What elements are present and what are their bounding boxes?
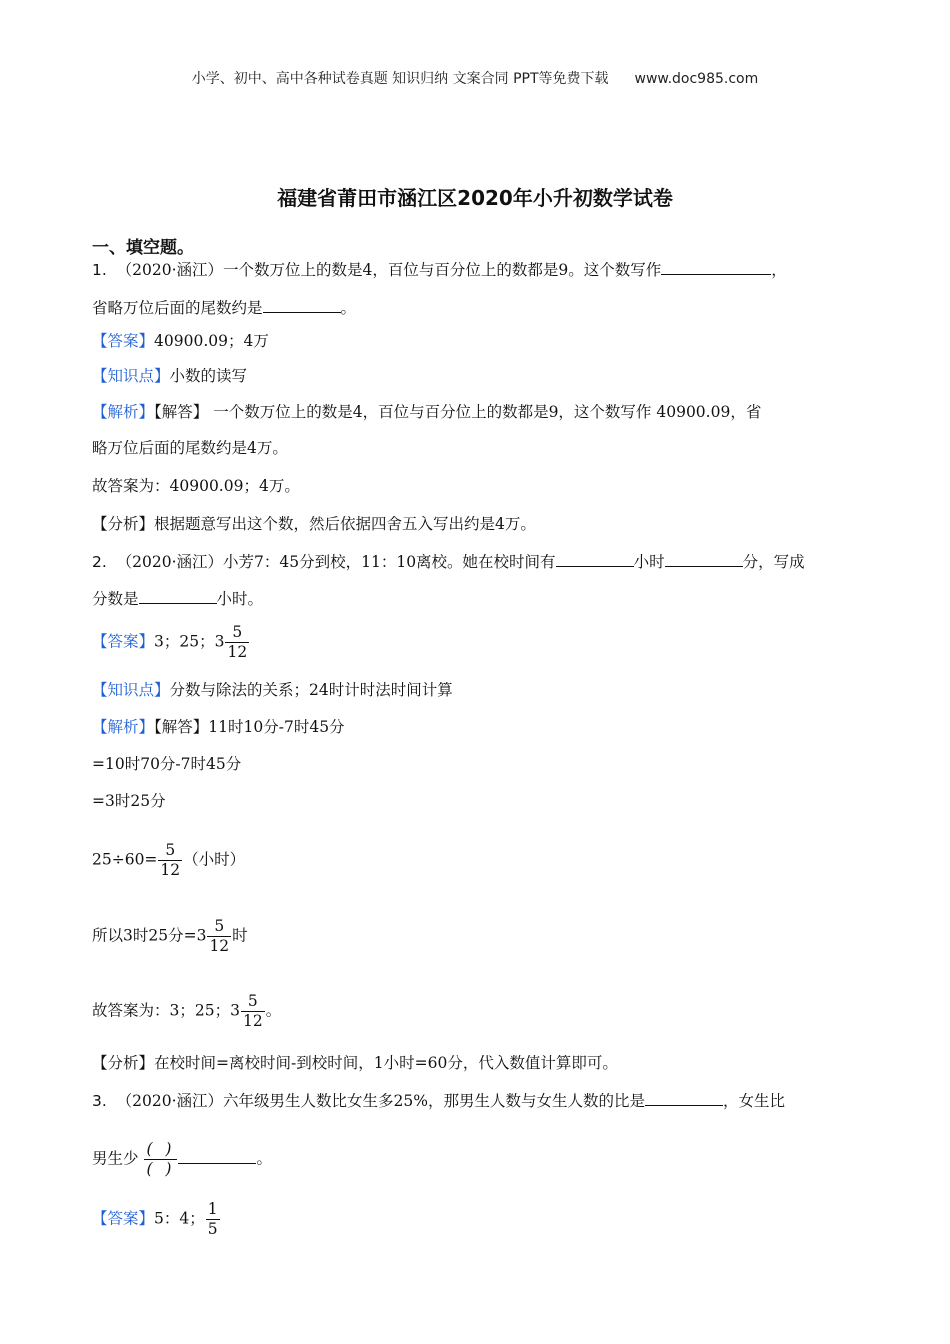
q2-solution-line5: 所以3时25分=3 $\frac{5}{12}$ 时 xyxy=(92,917,248,955)
page-header xyxy=(0,68,950,88)
q1-blank-1[interactable] xyxy=(661,258,771,275)
q1-line2: 省略万位后面的尾数约是 。 xyxy=(92,296,356,318)
q1-solution-line2: 略万位后面的尾数约是4万。 xyxy=(92,439,288,457)
q1-number: 1. xyxy=(92,261,107,279)
q2-knowledge: 【知识点】分数与除法的关系；24时计时法时间计算 xyxy=(92,681,453,699)
q2-line2: 分数是 小时。 xyxy=(92,587,263,609)
q3-line2: 男生少 $\frac{( )}{( )}$ 。 xyxy=(92,1140,272,1178)
q1-blank-2[interactable] xyxy=(263,296,341,313)
q2-solution-line1: 【解析】【解答】11时10分-7时45分 xyxy=(92,718,345,736)
header-site[interactable]: www.doc985.com xyxy=(634,71,759,87)
q2-line1: 2. （2020·涵江）小芳7：45分到校，11：10离校。她在校时间有 小时 分，写成 xyxy=(92,550,805,572)
q2-solution-line3: =3时25分 xyxy=(92,792,166,810)
q3-answer-fraction: $\frac{1}{5}$ xyxy=(207,1200,218,1238)
q1-summary: 【分析】根据题意写出这个数，然后依据四舍五入写出约是4万。 xyxy=(92,515,536,533)
q2-solution-fraction-2: $\frac{5}{12}$ xyxy=(209,917,230,955)
q3-line1: 3. （2020·涵江）六年级男生人数比女生多25%，那男生人数与女生人数的比是 ，女生比 xyxy=(92,1089,785,1111)
q3-blank-1[interactable] xyxy=(645,1089,723,1106)
q2-solution-fraction-1: $\frac{5}{12}$ xyxy=(160,841,181,879)
q3-paren-fraction: $\frac{( )}{( )}$ xyxy=(146,1140,176,1178)
q2-solution-fraction-3: $\frac{5}{12}$ xyxy=(242,992,263,1030)
q1-solution-line1: 【解析】【解答】 一个数万位上的数是4，百位与百分位上的数都是9，这个数写作 40900.09，省 xyxy=(92,403,762,421)
page-title: 福建省莆田市涵江区2020年小升初数学试卷 xyxy=(277,186,673,210)
q2-solution-line2: =10时70分-7时45分 xyxy=(92,755,242,773)
header-text: 小学、初中、高中各种试卷真题 知识归纳 文案合同 PPT等免费下载 xyxy=(191,71,609,87)
q1-line1: 1. （2020·涵江）一个数万位上的数是4，百位与百分位上的数都是9。这个数写作 ， xyxy=(92,258,787,280)
q2-solution-line4: 25÷60= $\frac{5}{12}$ （小时） xyxy=(92,841,246,879)
q1-answer: 【答案】40900.09；4万 xyxy=(92,332,269,350)
q2-blank-1[interactable] xyxy=(556,550,634,567)
q3-answer: 【答案】5：4； $\frac{1}{5}$ xyxy=(92,1200,218,1238)
section-heading: 一、填空题。 xyxy=(92,238,194,258)
q2-blank-2[interactable] xyxy=(665,550,743,567)
q3-blank-2[interactable] xyxy=(178,1147,256,1164)
q2-summary: 【分析】在校时间=离校时间-到校时间，1小时=60分，代入数值计算即可。 xyxy=(92,1054,618,1072)
q3-number: 3. xyxy=(92,1092,107,1110)
q2-answer-fraction: $\frac{5}{12}$ xyxy=(227,623,248,661)
q1-knowledge: 【知识点】小数的读写 xyxy=(92,367,248,385)
q2-blank-3[interactable] xyxy=(139,587,217,604)
q2-answer: 【答案】3；25；3 $\frac{5}{12}$ xyxy=(92,623,248,661)
q2-solution-line6: 故答案为：3；25；3 $\frac{5}{12}$ 。 xyxy=(92,992,282,1030)
q2-number: 2. xyxy=(92,553,107,571)
q1-solution-line3: 故答案为：40900.09；4万。 xyxy=(92,477,300,495)
